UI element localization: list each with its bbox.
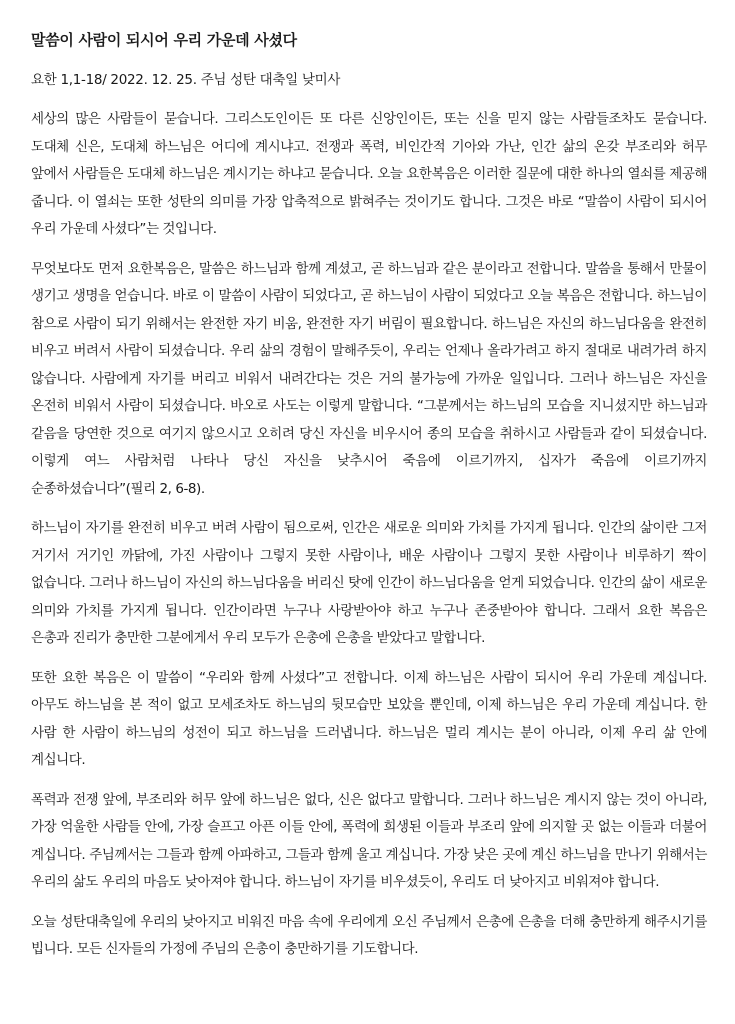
paragraph-6: 오늘 성탄대축일에 우리의 낮아지고 비워진 마음 속에 우리에게 오신 주님께서 은총에 은총을 더해 충만하게 해주시기를 빕니다. 모든 신자들의 가정에 주님의 은총이 충만하기를 기도합니다. xyxy=(31,913,707,957)
paragraph-4: 또한 요한 복음은 이 말씀이 “우리와 함께 사셨다”고 전합니다. 이제 하느님은 사람이 되시어 우리 가운데 계십니다. 아무도 하느님을 본 적이 없고 모세조차도 하느님의 뒷모습만 보았을 뿐인데, 이제 하느님은 우리 가운데 계십니다. 한 사람 한 사람이 하느님의 성전이 되고 하느님을 드러냅니다. 하느님은 멀리 계시는 분이 아니라, 이제 우리 삶 안에 계십니다. xyxy=(31,669,707,768)
paragraph-5: 폭력과 전쟁 앞에, 부조리와 허무 앞에 하느님은 없다, 신은 없다고 말합니다. 그러나 하느님은 계시지 않는 것이 아니라, 가장 억울한 사람들 안에, 가장 슬프고 아픈 이들 안에, 폭력에 희생된 이들과 부조리 앞에 의지할 곳 없는 이들과 더불어 계십니다. 주님께서는 그들과 함께 아파하고, 그들과 함께 울고 계십니다. 가장 낮은 곳에 계신 하느님을 만나기 위해서는 우리의 삶도 우리의 마음도 낮아져야 합니다. 하느님이 자기를 비우셨듯이, 우리도 더 낮아지고 비워져야 합니다. xyxy=(31,791,707,890)
document-subtitle: 요한 1,1-18/ 2022. 12. 25. 주님 성탄 대축일 낮미사 xyxy=(31,72,341,88)
paragraph-2: 무엇보다도 먼저 요한복음은, 말씀은 하느님과 함께 계셨고, 곧 하느님과 같은 분이라고 전합니다. 말씀을 통해서 만물이 생기고 생명을 얻습니다. 바로 이 말씀이 사람이 되었다고, 곧 하느님이 사람이 되었다고 오늘 복음은 전합니다. 하느님이 참으로 사람이 되기 위해서는 완전한 자기 비움, 완전한 자기 버림이 필요합니다. 하느님은 자신의 하느님다움을 완전히 비우고 버려서 사람이 되셨습니다. 우리 삶의 경험이 말해주듯이, 우리는 언제나 올라가려고 하지 절대로 내려가려 하지 않습니다. 사람에게 자기를 버리고 비워서 내려간다는 것은 거의 불가능에 가까운 일입니다. 그러나 하느님은 자신을 온전히 비워서 사람이 되셨습니다. 바오로 사도는 이렇게 말합니다. “그분께서는 하느님의 모습을 지니셨지만 하느님과 같음을 당연한 것으로 여기지 않으시고 오히려 당신 자신을 비우시어 종의 모습을 취하시고 사람들과 같이 되셨습니다. 이렇게 여느 사람처럼 나타나 당신 자신을 낮추시어 죽음에 이르기까지, 십자가 죽음에 이르기까지 순종하셨습니다”(필리 2, 6-8). xyxy=(31,260,707,497)
paragraph-1: 세상의 많은 사람들이 묻습니다. 그리스도인이든 또 다른 신앙인이든, 또는 신을 믿지 않는 사람들조차도 묻습니다. 도대체 신은, 도대체 하느님은 어디에 계시냐고. 전쟁과 폭력, 비인간적 기아와 가난, 인간 삶의 온갖 부조리와 허무 앞에서 사람들은 도대체 하느님은 계시기는 하냐고 묻습니다. 오늘 요한복음은 이러한 질문에 대한 하나의 열쇠를 제공해 줍니다. 이 열쇠는 또한 성탄의 의미를 가장 압축적으로 밝혀주는 것이기도 합니다. 그것은 바로 “말씀이 사람이 되시어 우리 가운데 사셨다”는 것입니다. xyxy=(31,111,707,237)
paragraph-3: 하느님이 자기를 완전히 비우고 버려 사람이 됨으로써, 인간은 새로운 의미와 가치를 가지게 됩니다. 인간의 삶이란 그저 거기서 거기인 까닭에, 가진 사람이나 그렇지 못한 사람이나, 배운 사람이나 그렇지 못한 사람이나 비루하기 짝이 없습니다. 그러나 하느님이 자신의 하느님다움을 버리신 탓에 인간이 하느님다움을 얻게 되었습니다. 인간의 삶이 새로운 의미와 가치를 가지게 됩니다. 인간이라면 누구나 사랑받아야 하고 누구나 존중받아야 합니다. 그래서 요한 복음은 은총과 진리가 충만한 그분에게서 우리 모두가 은총에 은총을 받았다고 말합니다. xyxy=(31,520,707,646)
document-title: 말씀이 사람이 되시어 우리 가운데 사셨다 xyxy=(31,31,297,49)
